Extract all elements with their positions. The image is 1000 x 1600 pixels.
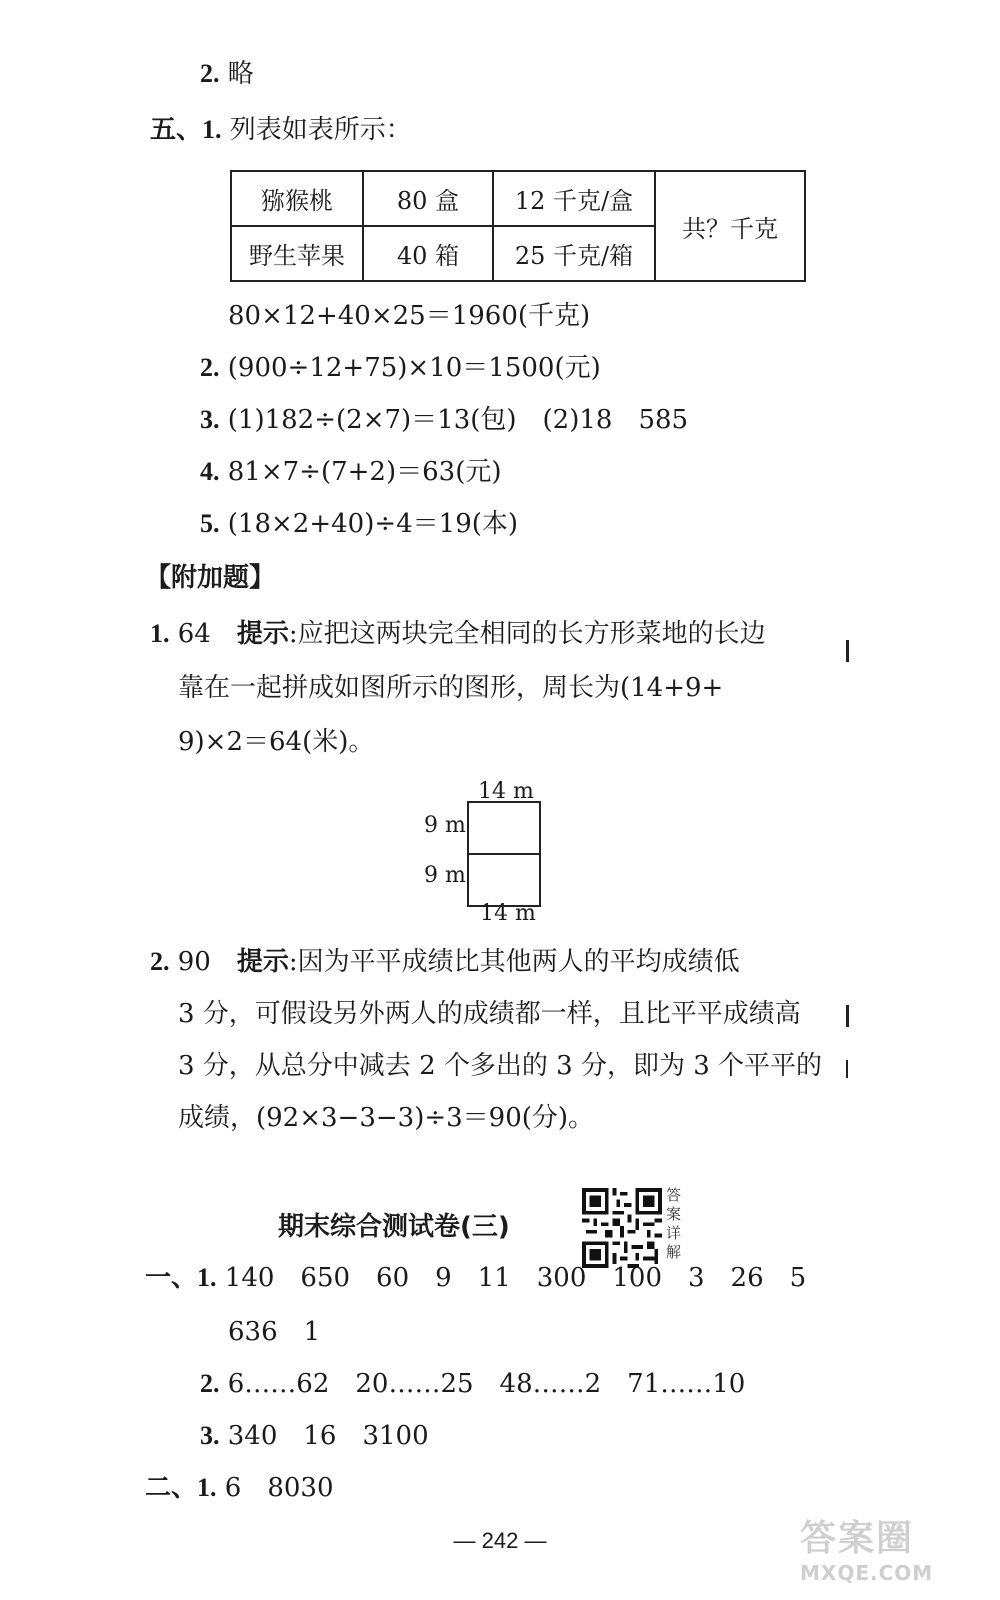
- table-cell: 12 千克/盒: [493, 171, 655, 226]
- answer-item: 3. (1)182÷(2×7)＝13(包) (2)18 585: [200, 405, 689, 435]
- edge-mark: [846, 1005, 849, 1027]
- answer-item: 2. (900÷12+75)×10＝1500(元): [200, 353, 601, 383]
- table-cell: 40 箱: [363, 226, 493, 281]
- diagram-label-left-top: 9 m: [424, 813, 466, 838]
- calculation: 80×12+40×25＝1960(千克): [228, 301, 591, 331]
- edge-mark: [846, 1060, 848, 1078]
- edge-mark: [846, 640, 849, 662]
- table-cell: 25 千克/箱: [493, 226, 655, 281]
- bonus-q2-line4: 成绩，(92×3−3−3)÷3＝90(分)。: [178, 1103, 595, 1133]
- diagram-label-top: 14 m: [478, 779, 534, 804]
- diagram-label-bottom: 14 m: [480, 901, 536, 926]
- answer-item: 2. 6……62 20……25 48……2 71……10: [200, 1369, 746, 1399]
- table-row: [231, 171, 805, 226]
- table-cell: 80 盒: [363, 171, 493, 226]
- section-five-q1: 五、1. 列表如表所示：: [150, 115, 412, 145]
- bonus-header: 【附加题】: [145, 563, 276, 593]
- exam-s1-q1-line2: 636 1: [228, 1317, 321, 1347]
- bonus-q1-line3: 9)×2＝64(米)。: [178, 727, 375, 757]
- watermark-logo: [800, 1510, 980, 1590]
- exam-s1-q1-line1: 一、1. 140 650 60 9 11 300 100 3 26 5: [145, 1263, 807, 1293]
- bonus-q2-line3: 3 分，从总分中减去 2 个多出的 3 分，即为 3 个平平的: [178, 1051, 823, 1081]
- bonus-q2-line2: 3 分，可假设另外两人的成绩都一样，且比平平成绩高: [178, 999, 801, 1029]
- exam-s2-q1: 二、1. 6 8030: [145, 1473, 334, 1503]
- diagram-label-left-bottom: 9 m: [424, 863, 466, 888]
- qr-code-icon[interactable]: [582, 1188, 662, 1268]
- table-cell-total: 共？千克: [655, 171, 805, 281]
- fruit-table: [230, 170, 806, 282]
- bonus-q1-line2: 靠在一起拼成如图所示的图形，周长为(14+9+: [178, 673, 724, 703]
- answer-item: 5. (18×2+40)÷4＝19(本): [200, 509, 519, 539]
- bonus-q1-line1: 1. 64 提示:应把这两块完全相同的长方形菜地的长边: [150, 619, 766, 649]
- watermark-text: 答案圈: [800, 1518, 915, 1559]
- answer-item: 2. 略: [200, 59, 254, 89]
- exam-title: 期末综合测试卷(三): [278, 1212, 510, 1242]
- diagram-top-rect: [468, 802, 540, 854]
- watermark-url: MXQE.COM: [800, 1561, 934, 1585]
- table-cell: 猕猴桃: [231, 171, 363, 226]
- table-cell: 野生苹果: [231, 226, 363, 281]
- qr-caption: 答案详解: [666, 1186, 682, 1261]
- answer-item: 4. 81×7÷(7+2)＝63(元): [200, 457, 502, 487]
- answer-item: 3. 340 16 3100: [200, 1421, 429, 1451]
- page-number: — 242 —: [453, 1528, 547, 1553]
- bonus-q2-line1: 2. 90 提示:因为平平成绩比其他两人的平均成绩低: [150, 947, 740, 977]
